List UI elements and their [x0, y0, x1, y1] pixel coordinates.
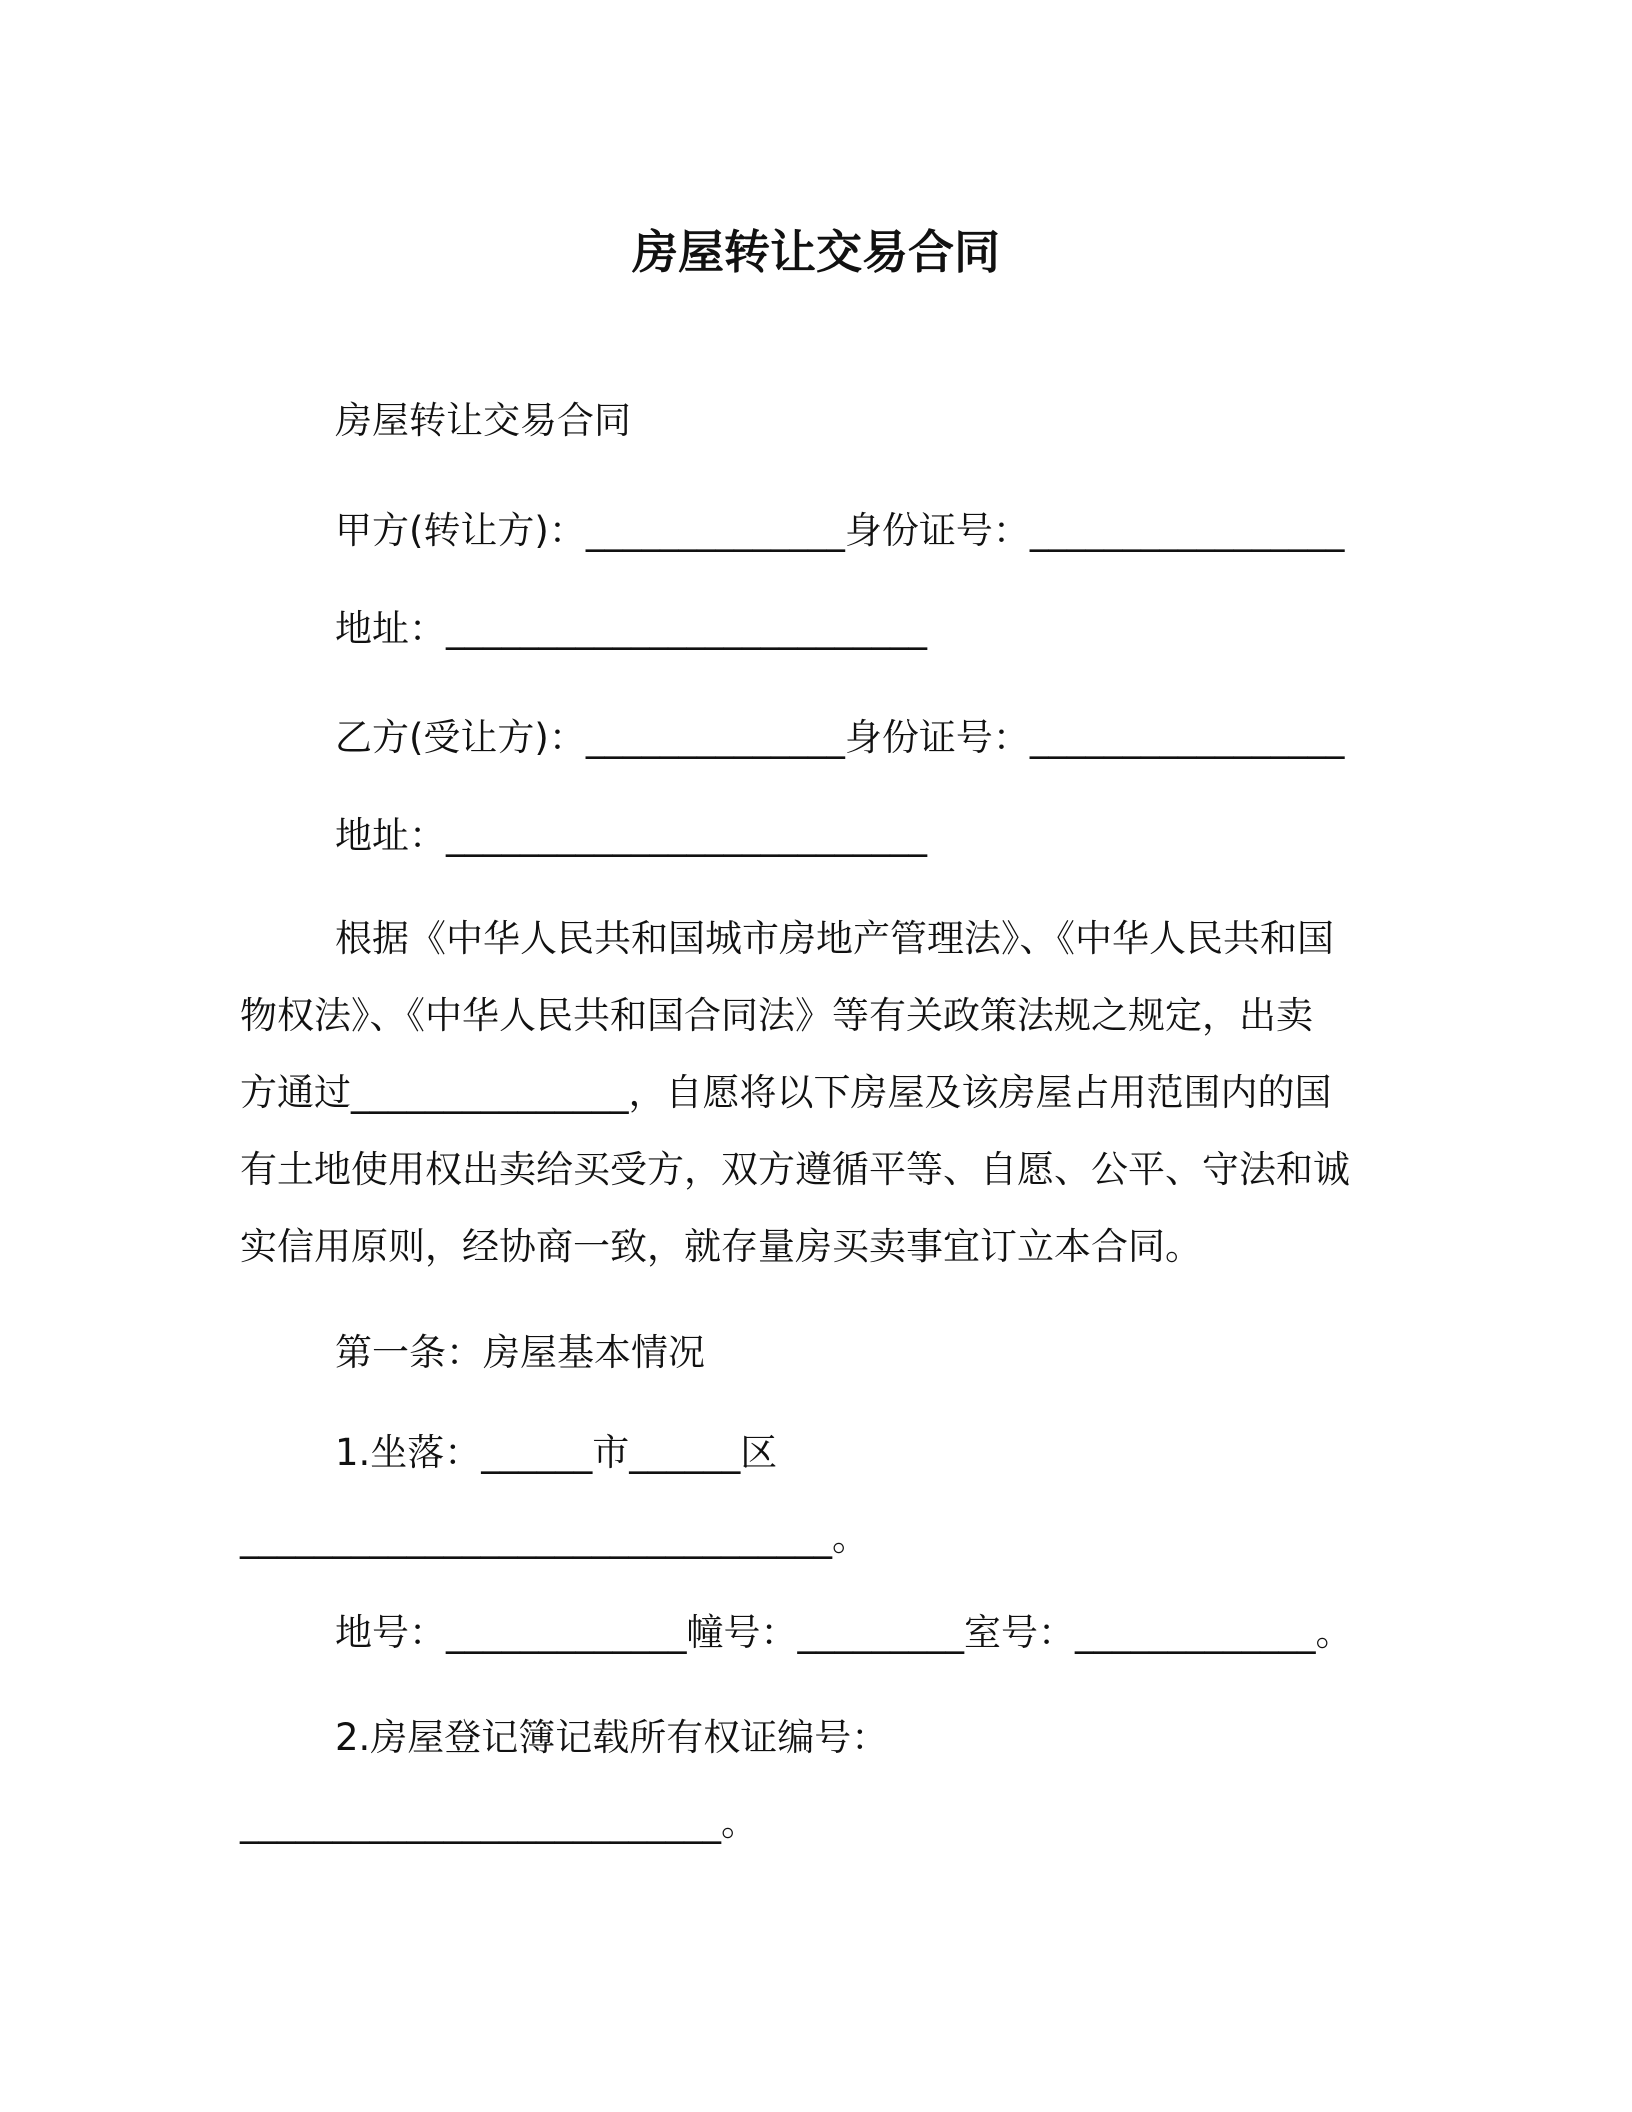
item-2-certificate: 2.房屋登记簿记载所有权证编号： [335, 1716, 889, 1759]
preamble-line: 实信用原则，经协商一致，就存量房买卖事宜订立本合同。 [240, 1225, 1202, 1268]
party-a-line: 甲方(转让方)：______________身份证号：_________________ [335, 509, 1345, 552]
item-2-certificate-continued: __________________________。 [240, 1801, 758, 1844]
preamble-paragraph [240, 900, 1390, 1285]
preamble-line: 方通过_______________，自愿将以下房屋及该房屋占用范围内的国 [240, 1071, 1332, 1114]
party-b-line: 乙方(受让方)：______________身份证号：_________________ [335, 716, 1345, 759]
preamble-line: 根据《中华人民共和国城市房地产管理法》、《中华人民共和国 [335, 917, 1334, 960]
preamble-line: 物权法》、《中华人民共和国合同法》等有关政策法规之规定，出卖 [240, 994, 1313, 1037]
document-title: 房屋转让交易合同 [632, 225, 1000, 279]
subtitle: 房屋转让交易合同 [335, 399, 631, 442]
item-1-numbers: 地号：_____________幢号：_________室号：_____________。 [335, 1611, 1353, 1654]
preamble-line: 有土地使用权出卖给买受方，双方遵循平等、自愿、公平、守法和诚 [240, 1148, 1350, 1191]
item-1-location: 1.坐落：______市______区 [335, 1431, 778, 1474]
item-1-location-continued: ________________________________。 [240, 1516, 869, 1559]
party-a-address: 地址：__________________________ [335, 607, 927, 650]
article-1-heading: 第一条：房屋基本情况 [335, 1331, 705, 1374]
party-b-address: 地址：__________________________ [335, 814, 927, 857]
